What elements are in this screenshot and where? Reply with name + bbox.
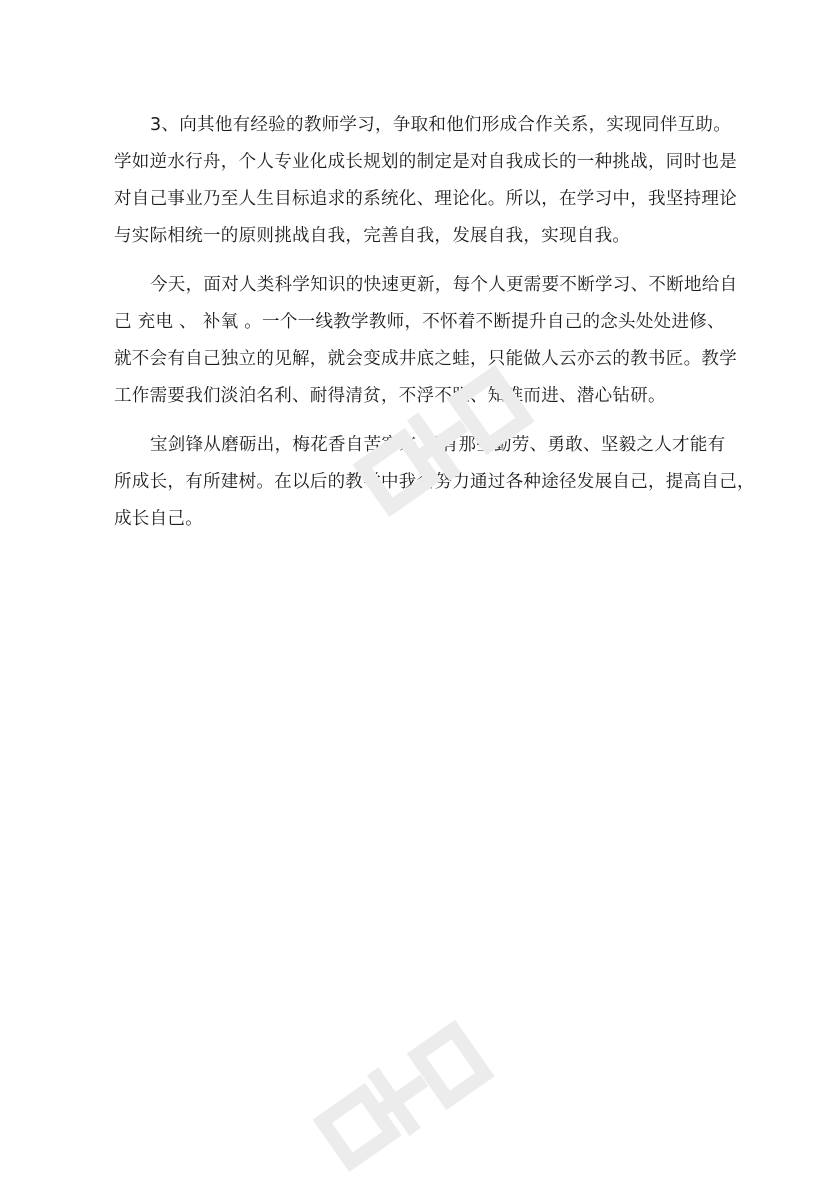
text-line: 学如逆水行舟，个人专业化成长规划的制定是对自我成长的一种挑战，同时也是: [114, 152, 737, 172]
text-line: 今天，面对人类科学知识的快速更新，每个人更需要不断学习、不断地给自: [150, 275, 738, 295]
paragraph: [114, 107, 737, 255]
text-line: 工作需要我们淡泊名利、耐得清贫，不浮不躁、知难而进、潜心钻研。: [114, 386, 666, 406]
text-line: 己 充电 、 补氧 。一个一线教学教师，不怀着不断提升自己的念头处处进修、: [114, 312, 725, 332]
paragraph-spacer: [114, 415, 720, 427]
text-line: 就不会有自己独立的见解，就会变成井底之蛙，只能做人云亦云的教书匠。教学: [114, 349, 737, 369]
text-line: 宝剑锋从磨砺出，梅花香自苦寒来 只有那些勤劳、勇敢、坚毅之人才能有: [150, 435, 726, 455]
text-line: 3、向其他有经验的教师学习，争取和他们形成合作关系，实现同伴互助。: [150, 115, 732, 135]
text-line: 与实际相统一的原则挑战自我，完善自我，发展自我，实现自我。: [114, 226, 631, 246]
text-line: 成长自己。: [114, 509, 203, 529]
document-body: [114, 107, 755, 538]
paragraph-spacer: [114, 255, 720, 267]
paragraph: [114, 267, 738, 415]
watermark-stamp: [290, 1000, 520, 1200]
paragraph: [114, 427, 755, 538]
text-line: 对自己事业乃至人生目标追求的系统化、理论化。所以，在学习中，我坚持理论: [114, 189, 737, 209]
text-line: 所成长，有所建树。在以后的教学中我会努力通过各种途径发展自己，提高自己，: [114, 472, 755, 492]
